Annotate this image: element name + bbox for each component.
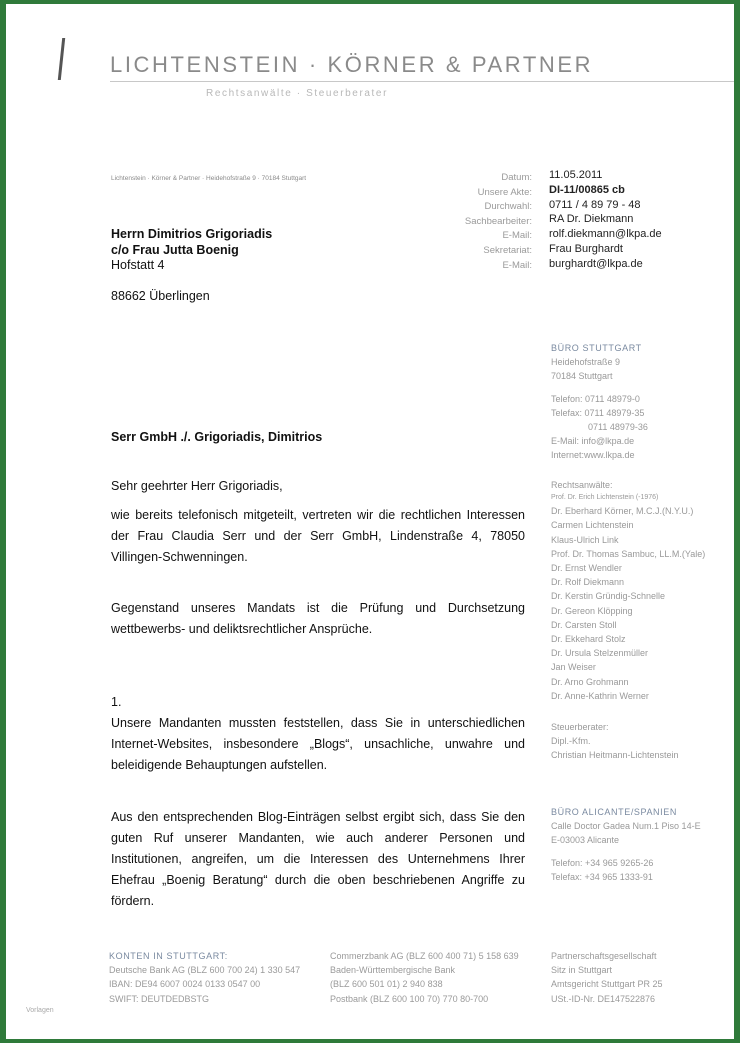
direct-dial: 0711 / 4 89 79 - 48 <box>549 198 641 211</box>
letter-subject: Serr GmbH ./. Grigoriadis, Dimitrios <box>111 430 323 444</box>
meta-label: E-Mail: <box>502 230 532 242</box>
lawyer-name: Dr. Arno Grohmann <box>551 676 629 687</box>
footer-line: SWIFT: DEUTDEDBSTG <box>109 993 210 1004</box>
paragraph-3: Unsere Mandanten mussten feststellen, dass Sie in unterschiedlichen Internet-Websites, insbesondere „Blogs“, unsachliche, unwahre und beleidigende Behauptungen aufstellen. <box>111 716 525 772</box>
tax-advisors <box>551 720 731 763</box>
recipient-name: Herrn Dimitrios Grigoriadis <box>111 227 273 241</box>
meta-label: Durchwahl: <box>484 201 532 213</box>
tax-name: Christian Heitmann-Lichtenstein <box>551 750 679 761</box>
tax-heading: Steuerberater: <box>551 722 609 732</box>
template-mark: Vorlagen <box>26 1007 54 1014</box>
lawyer-name: Dr. Anne-Kathrin Werner <box>551 690 649 701</box>
lawyer-name: Dr. Ernst Wendler <box>551 563 622 574</box>
footer-line: Postbank (BLZ 600 100 70) 770 80-700 <box>330 993 489 1004</box>
office-alicante <box>551 805 731 884</box>
office-email: E-Mail: info@lkpa.de <box>551 436 635 447</box>
lawyer-name: Dr. Rolf Diekmann <box>551 577 625 588</box>
office-fax-2: 0711 48979-36 <box>588 422 648 433</box>
letter-page <box>6 4 734 1039</box>
lawyer-name: Dr. Kerstin Gründig-Schnelle <box>551 591 666 602</box>
lawyer-name: Carmen Lichtenstein <box>551 520 634 531</box>
logo-mark <box>58 38 65 80</box>
footer-line: Partnerschaftsgesellschaft <box>551 951 657 961</box>
tax-title: Dipl.-Kfm. <box>551 736 591 747</box>
meta-label: Sachbearbeiter: <box>464 215 532 227</box>
firm-subtitle: Rechtsanwälte · Steuerberater <box>206 88 389 99</box>
firm-name: LICHTENSTEIN · KÖRNER & PARTNER <box>110 52 594 77</box>
footer-bank-col-1 <box>109 949 300 1006</box>
footer-line: USt.-ID-Nr. DE147522876 <box>551 993 656 1004</box>
sender-return-line: Lichtenstein · Körner & Partner · Heidehofstraße 9 · 70184 Stuttgart <box>111 175 307 182</box>
lawyer-name: Dr. Ursula Stelzenmüller <box>551 648 649 659</box>
file-reference: DI-11/00865 cb <box>549 183 625 196</box>
lawyer-name: Dr. Eberhard Körner, M.C.J.(N.Y.U.) <box>551 506 694 517</box>
office-city: E-03003 Alicante <box>551 835 620 846</box>
meta-label: Unsere Akte: <box>477 186 532 198</box>
office-street: Heidehofstraße 9 <box>551 357 621 368</box>
recipient-city: 88662 Überlingen <box>111 289 210 303</box>
meta-label: E-Mail: <box>502 259 532 271</box>
lawyers-list <box>551 478 731 703</box>
section-number: 1. <box>111 695 122 709</box>
lawyer-name: Prof. Dr. Thomas Sambuc, LL.M.(Yale) <box>551 548 706 559</box>
paragraph-2: Gegenstand unseres Mandats ist die Prüfung und Durchsetzung wettbewerbs- und deliktsrechtlicher Ansprüche. <box>111 601 525 636</box>
secretary: Frau Burghardt <box>549 242 623 255</box>
footer-line: Baden-Württembergische Bank <box>330 965 456 976</box>
footer-line: IBAN: DE94 6007 0024 0133 0547 00 <box>109 979 261 990</box>
office-street: Calle Doctor Gadea Num.1 Piso 14-E <box>551 821 701 832</box>
office-phone: Telefon: 0711 48979-0 <box>551 393 640 404</box>
lawyer-name: Dr. Gereon Klöpping <box>551 605 633 616</box>
footer-bank-col-2 <box>330 949 519 1006</box>
handler-email: rolf.diekmann@lkpa.de <box>549 228 662 241</box>
footer-line: Deutsche Bank AG (BLZ 600 700 24) 1 330 547 <box>109 965 301 976</box>
lawyer-name: Klaus-Ulrich Link <box>551 534 619 545</box>
header-rule <box>110 81 734 82</box>
bank-heading: KONTEN IN STUTTGART: <box>109 951 228 961</box>
lawyer-name: Prof. Dr. Erich Lichtenstein (-1976) <box>551 494 659 502</box>
meta-label: Sekretariat: <box>483 244 532 256</box>
recipient-care-of: c/o Frau Jutta Boenig <box>111 242 239 257</box>
lawyer-name: Dr. Carsten Stoll <box>551 619 617 630</box>
meta-values <box>549 168 662 272</box>
footer-company-info <box>551 949 663 1006</box>
lawyers-heading: Rechtsanwälte: <box>551 480 613 490</box>
salutation: Sehr geehrter Herr Grigoriadis, <box>111 479 283 493</box>
lawyer-name: Jan Weiser <box>551 662 596 673</box>
lawyer-name: Dr. Ekkehard Stolz <box>551 634 626 645</box>
case-handler: RA Dr. Diekmann <box>549 213 634 226</box>
recipient-street: Hofstatt 4 <box>111 258 165 272</box>
footer-line: Commerzbank AG (BLZ 600 400 71) 5 158 639 <box>330 951 519 961</box>
recipient-address <box>111 227 272 274</box>
footer-line: (BLZ 600 501 01) 2 940 838 <box>330 979 443 990</box>
office-internet: Internet:www.lkpa.de <box>551 450 635 461</box>
footer-line: Sitz in Stuttgart <box>551 965 613 976</box>
office-city: 70184 Stuttgart <box>551 371 613 382</box>
footer-line: Amtsgericht Stuttgart PR 25 <box>551 979 663 990</box>
paragraph-1: wie bereits telefonisch mitgeteilt, vertreten wir die rechtlichen Interessen der Frau Claudia Serr und der Serr GmbH, Lindenstraße 4, 78050 Villingen-Schwenningen. <box>111 508 525 564</box>
date-value: 11.05.2011 <box>549 169 603 181</box>
office-heading: BÜRO STUTTGART <box>551 343 642 353</box>
secretary-email: burghardt@lkpa.de <box>549 257 643 270</box>
office-fax: Telefax: +34 965 1333-91 <box>551 871 653 882</box>
paragraph-4: Aus den entsprechenden Blog-Einträgen selbst ergibt sich, dass Sie den guten Ruf unserer Mandanten, wie auch anderer Personen und Institutionen, angreifen, um die Interessen des Unternehmens Ihrer Ehefrau „Boenig Beratung“ durch die oben beschriebenen Angriffe zu fördern. <box>111 810 525 908</box>
meta-label: Datum: <box>501 172 532 183</box>
office-heading: BÜRO ALICANTE/SPANIEN <box>551 807 677 817</box>
meta-labels <box>426 171 532 273</box>
office-phone: Telefon: +34 965 9265-26 <box>551 857 654 868</box>
office-fax: Telefax: 0711 48979-35 <box>551 407 645 418</box>
office-stuttgart <box>551 341 731 463</box>
